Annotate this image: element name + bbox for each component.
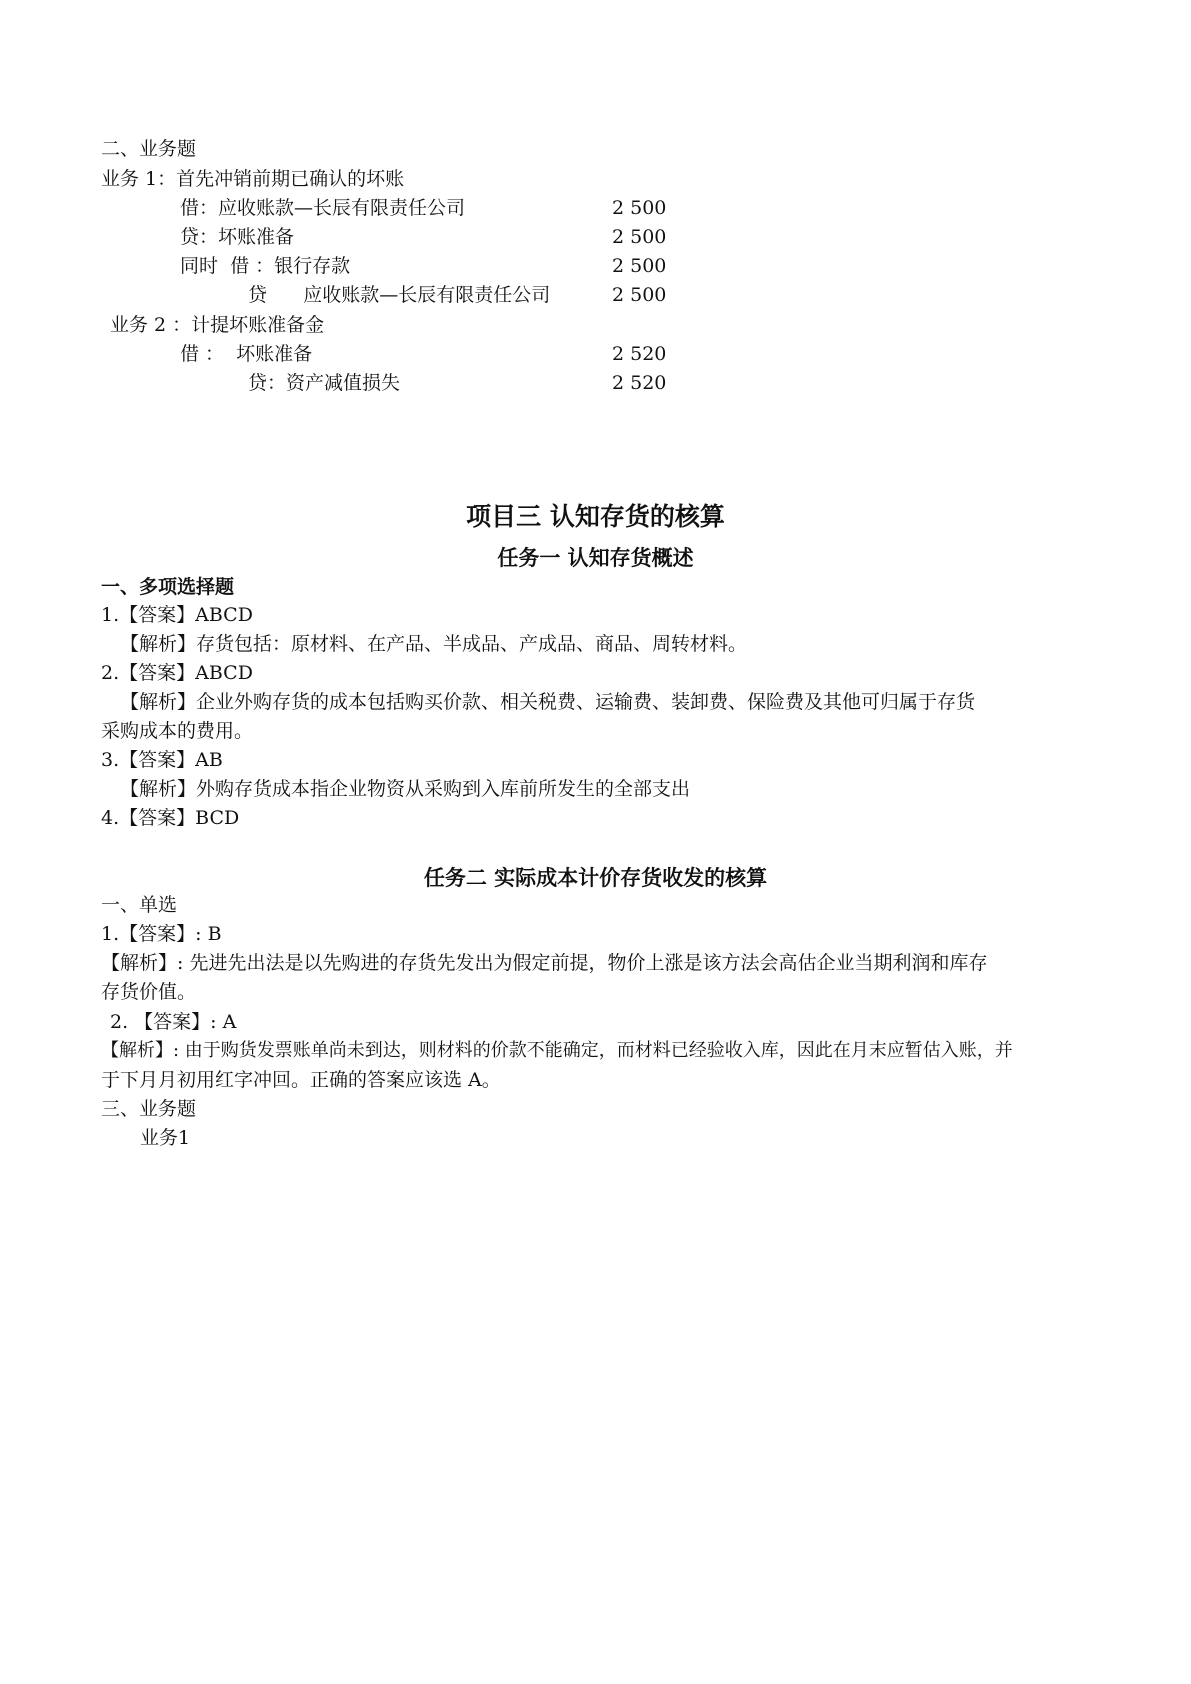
task-1-title: 任务一 认知存货概述 bbox=[497, 546, 694, 570]
task-2-title: 任务二 实际成本计价存货收发的核算 bbox=[423, 866, 768, 890]
analysis-line: 【解析】外购存货成本指企业物资从采购到入库前所发生的全部支出 bbox=[120, 778, 691, 800]
section-title-business: 二、业务题 bbox=[101, 138, 197, 160]
single-choice-section-title: 一、单选 bbox=[101, 894, 178, 916]
business-1-label: 业务1 bbox=[140, 1127, 191, 1149]
answer-line: 1.【答案】: B bbox=[101, 923, 222, 945]
answer-line: 3.【答案】AB bbox=[101, 749, 223, 771]
journal-entry-text: 贷 应收账款—长辰有限责任公司 bbox=[248, 284, 551, 306]
business-section-title: 三、业务题 bbox=[101, 1098, 197, 1120]
analysis-continuation: 采购成本的费用。 bbox=[101, 720, 254, 742]
journal-entry-text: 同时 借 ：银行存款 bbox=[180, 255, 351, 277]
journal-entry-text: 贷：坏账准备 bbox=[180, 226, 295, 248]
analysis-line: 【解析】企业外购存货的成本包括购买价款、相关税费、运输费、装卸费、保险费及其他可归属于存货 bbox=[120, 691, 976, 713]
analysis-line: 【解析】存货包括：原材料、在产品、半成品、产成品、商品、周转材料。 bbox=[120, 633, 748, 655]
journal-entry-text: 贷：资产减值损失 bbox=[248, 372, 401, 394]
analysis-continuation: 存货价值。 bbox=[101, 981, 197, 1003]
journal-entry-amount: 2 520 bbox=[612, 343, 667, 365]
journal-entry-text: 借：应收账款—长辰有限责任公司 bbox=[180, 197, 466, 219]
analysis-line: 【解析】: 先进先出法是以先购进的存货先发出为假定前提，物价上涨是该方法会高估企业当期利润和库存 bbox=[101, 952, 988, 974]
journal-entry-amount: 2 500 bbox=[612, 255, 667, 277]
journal-entry-amount: 2 500 bbox=[612, 284, 667, 306]
analysis-continuation: 于下月月初用红字冲回。正确的答案应该选 A。 bbox=[101, 1069, 501, 1091]
journal-entry-amount: 2 520 bbox=[612, 372, 667, 394]
business-1-title: 业务 1：首先冲销前期已确认的坏账 bbox=[101, 168, 405, 190]
answer-line: 2.【答案】ABCD bbox=[101, 662, 253, 684]
journal-entry-text: 借 ： 坏账准备 bbox=[180, 343, 313, 365]
journal-entry-amount: 2 500 bbox=[612, 226, 667, 248]
project-title: 项目三 认知存货的核算 bbox=[466, 502, 725, 531]
business-2-title: 业务 2 ：计提坏账准备金 bbox=[110, 314, 325, 336]
journal-entry-amount: 2 500 bbox=[612, 197, 667, 219]
multiple-choice-section-title: 一、多项选择题 bbox=[101, 576, 235, 598]
answer-line: 1.【答案】ABCD bbox=[101, 604, 253, 626]
answer-line: 2. 【答案】: A bbox=[110, 1011, 237, 1033]
answer-line: 4.【答案】BCD bbox=[101, 807, 240, 829]
analysis-line: 【解析】: 由于购货发票账单尚未到达，则材料的价款不能确定，而材料已经验收入库，因此在月末应暂估入账，并 bbox=[101, 1040, 1013, 1061]
